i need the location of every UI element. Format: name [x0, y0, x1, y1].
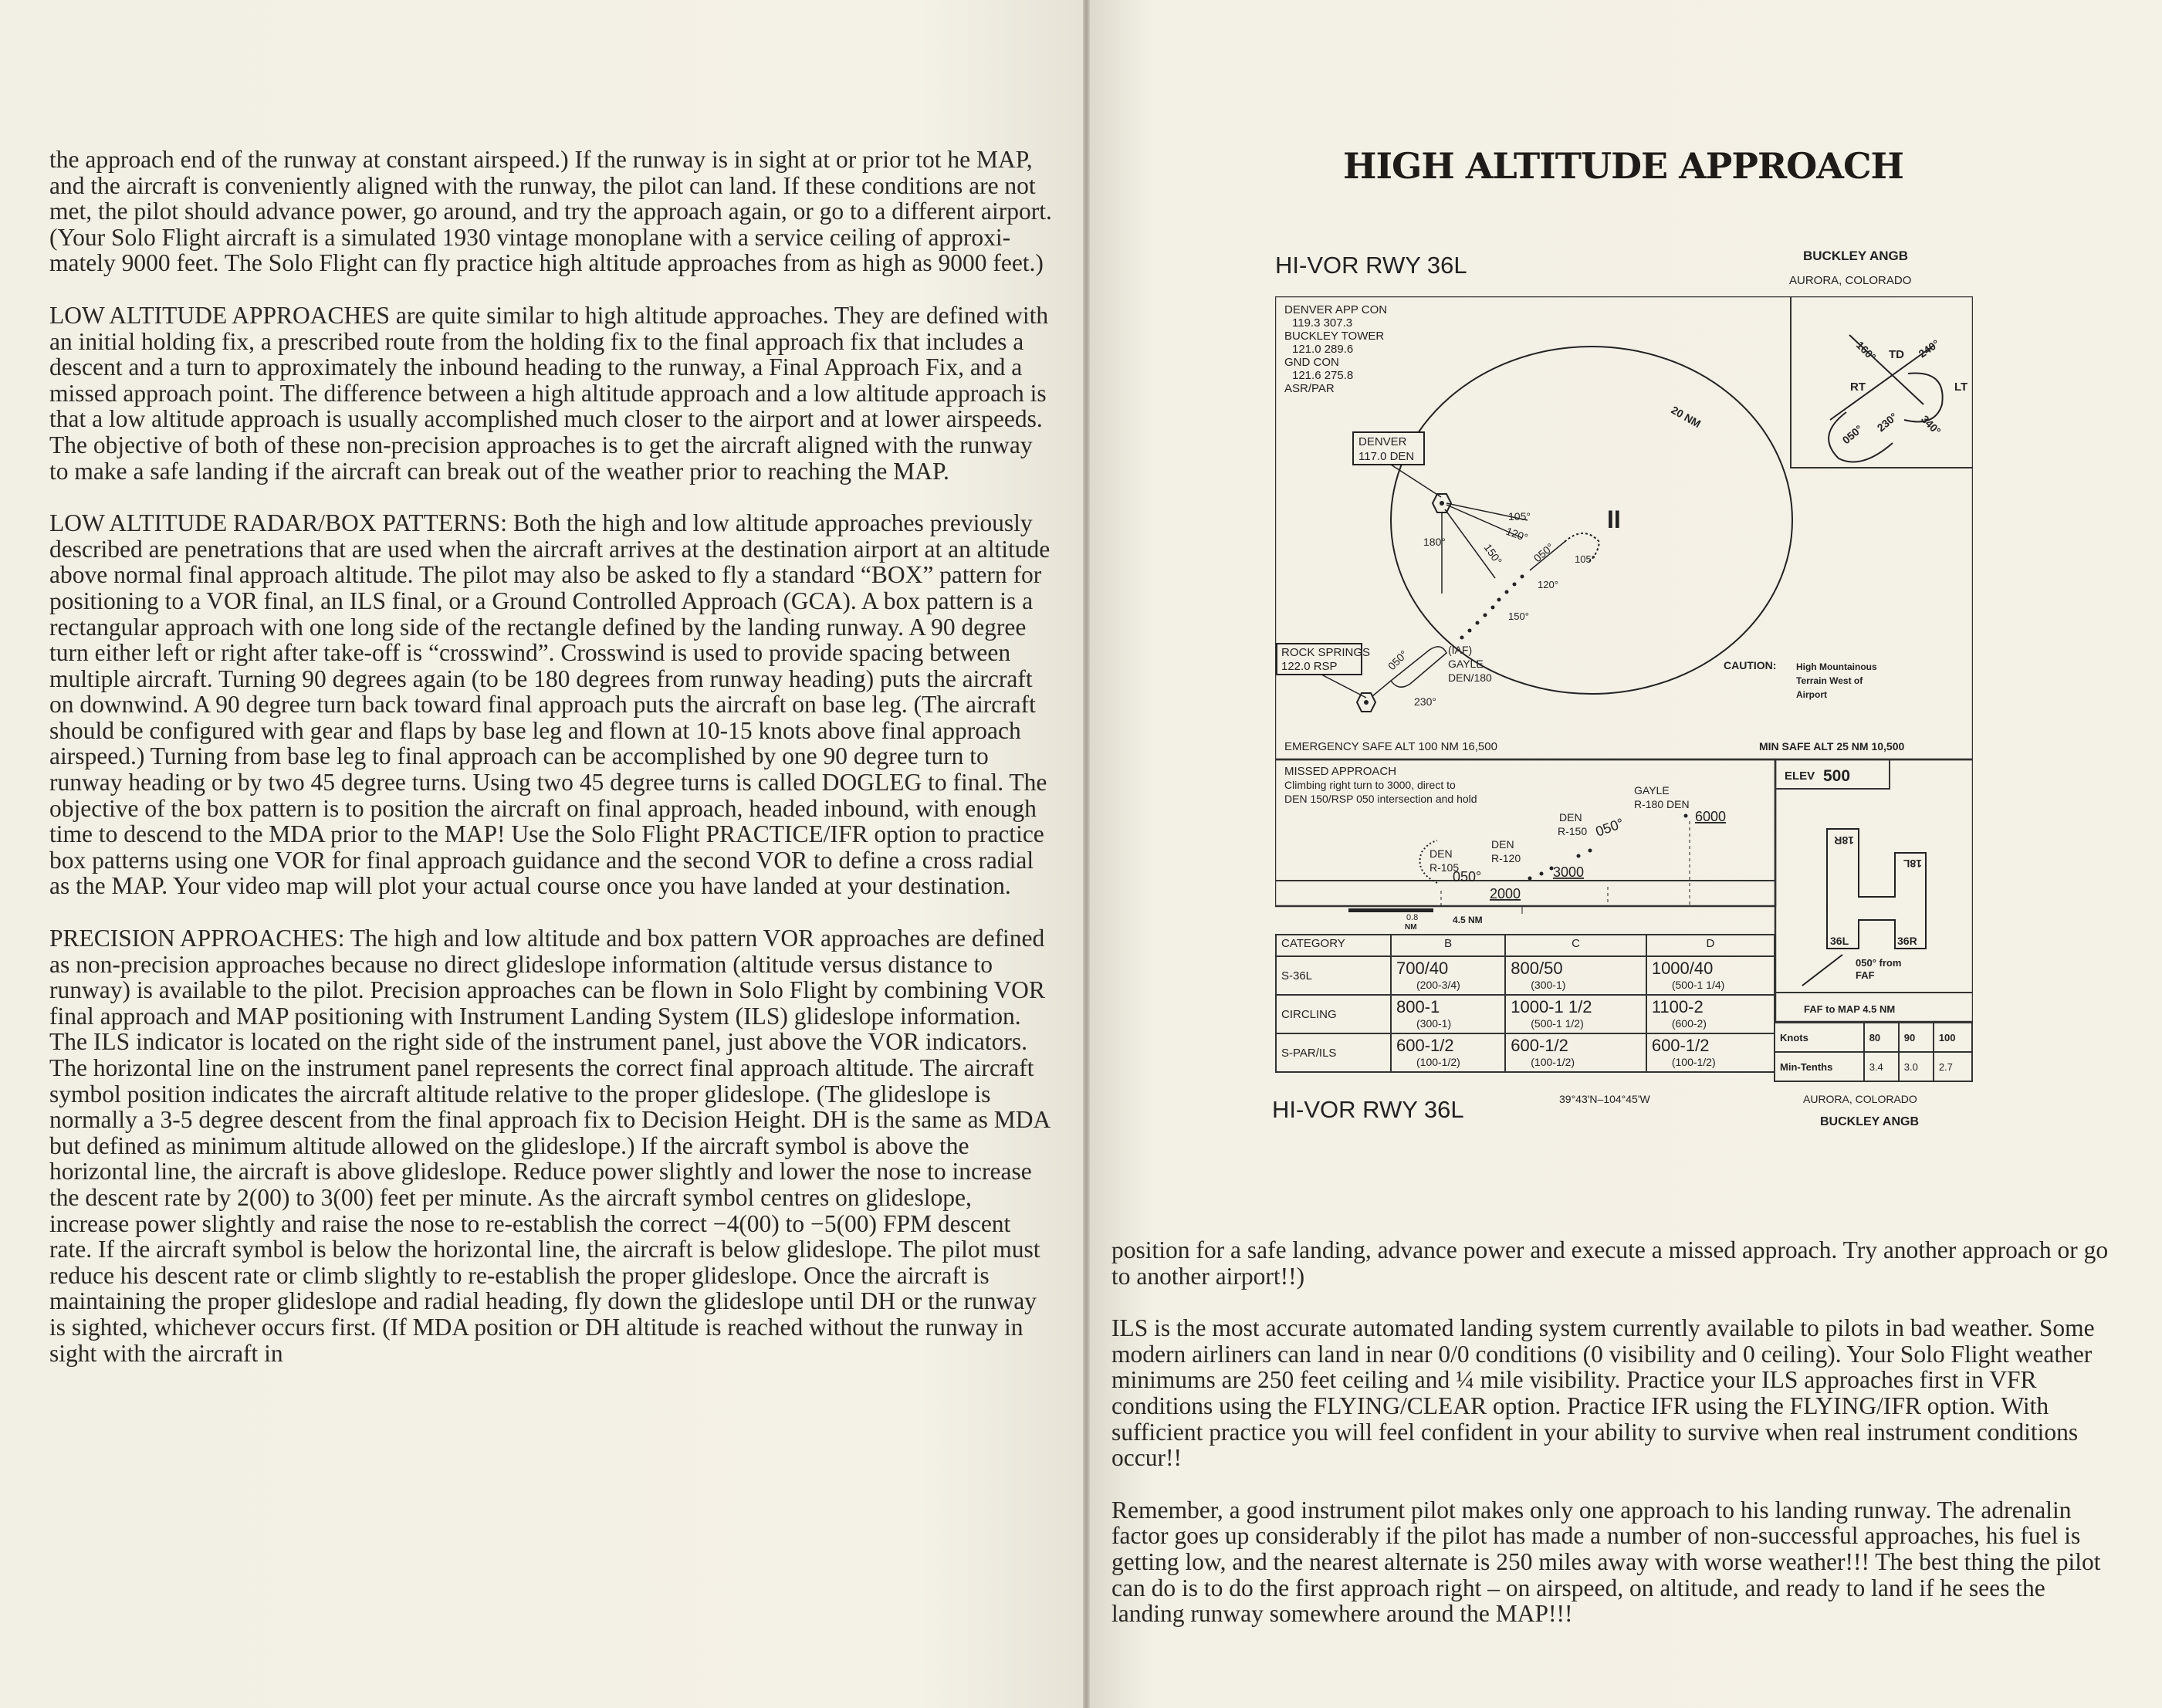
rock-springs-freq: 122.0 RSP — [1281, 660, 1338, 673]
category-cell: CIRCLING — [1276, 995, 1391, 1033]
table-row — [1276, 956, 1775, 995]
profile-course: 050° — [1593, 815, 1626, 840]
min-cell: 800-1 (300-1) — [1391, 995, 1505, 1033]
table-row — [1276, 1033, 1775, 1072]
profile-fix-name: DEN — [1429, 847, 1453, 860]
timing-title: FAF to MAP 4.5 NM — [1804, 1003, 1896, 1015]
profile-fix-name: DEN — [1491, 838, 1514, 851]
min-cell: 700/40 (200-3/4) — [1391, 956, 1505, 995]
iaf-outbound: 230° — [1414, 695, 1436, 708]
profile-fix-name: DEN — [1559, 811, 1582, 824]
chart-footer-title: HI-VOR RWY 36L — [1272, 1096, 1464, 1123]
comms-line: 119.3 307.3 — [1292, 316, 1353, 330]
radial-label: 180° — [1423, 536, 1446, 548]
holding-td: TD — [1889, 348, 1904, 361]
category-cell: S-36L — [1276, 956, 1391, 995]
profile-fix-radial: R-180 DEN — [1634, 798, 1690, 810]
profile-dist: 0.8 — [1406, 913, 1419, 922]
book-spine — [1083, 0, 1090, 1708]
profile-course: 050° — [1453, 869, 1482, 884]
min-cell: 800/50 (300-1) — [1505, 956, 1646, 995]
iaf-radial: DEN/180 — [1448, 671, 1492, 684]
time-value: 2.7 — [1934, 1052, 1972, 1081]
iaf-name: GAYLE — [1448, 658, 1484, 670]
caution-text: Airport — [1796, 689, 1827, 700]
holding-inbound: 160° — [1853, 338, 1879, 364]
category-cell: S-PAR/ILS — [1276, 1033, 1391, 1072]
profile-fix-radial: R-105 — [1429, 861, 1460, 874]
comms-line: ASR/PAR — [1284, 382, 1335, 395]
table-row — [1775, 1023, 1972, 1052]
radial-label: 150° — [1481, 541, 1505, 567]
holding-b: 230° — [1874, 410, 1900, 435]
holding-rt: RT — [1850, 380, 1866, 394]
timing-table — [1774, 1022, 1973, 1082]
runway-marker: II — [1607, 506, 1621, 533]
chart-location: AURORA, COLORADO — [1789, 274, 1912, 287]
holding-leg: 240° — [1916, 337, 1942, 360]
chart-title: HI-VOR RWY 36L — [1275, 252, 1467, 279]
chart-footer-airport: BUCKLEY ANGB — [1820, 1115, 1920, 1128]
track-label: 050° — [1531, 540, 1557, 565]
paragraph-ils: ILS is the most accurate automated landing system currently available to pilots in bad weather. Some modern airliners can land in near 0/0 conditions (0 visibility and 0 ceiling). Your Solo Flight weather minimums are 250 feet ceiling and ¼ mile visibility. Practice your ILS approaches first in VFR conditions using the FLYING/CLEAR option. Practice IFR using the FLYING/IFR option. With sufficient practice you will feel confident in your ability to survive when real instrument conditions occur!! — [1111, 1314, 2095, 1472]
comms-line: BUCKLEY TOWER — [1284, 330, 1385, 343]
comms-line: DENVER APP CON — [1284, 303, 1388, 316]
twenty-nm-ring — [1391, 347, 1792, 694]
holding-lt: LT — [1954, 380, 1968, 394]
holding-a: 050° — [1839, 422, 1866, 447]
table-header: CATEGORY — [1276, 935, 1391, 956]
min-safe-alt: MIN SAFE ALT 25 NM 10,500 — [1759, 740, 1905, 753]
runway-label: 36R — [1897, 935, 1917, 947]
table-header: B — [1391, 935, 1505, 956]
denver-vor-name: DENVER — [1358, 435, 1407, 448]
holding-turn-right — [1904, 374, 1943, 422]
comms-line: 121.6 275.8 — [1292, 369, 1354, 382]
time-value: 3.4 — [1864, 1052, 1899, 1081]
table-header: D — [1646, 935, 1775, 956]
knots-value: 90 — [1899, 1023, 1934, 1052]
comms-block — [1284, 303, 1387, 395]
comms-line: GND CON — [1284, 356, 1339, 369]
elevation-label: ELEV — [1785, 769, 1815, 783]
runway-label: 18L — [1903, 857, 1922, 870]
knots-value: 80 — [1864, 1023, 1899, 1052]
time-label: Min-Tenths — [1775, 1052, 1864, 1081]
paragraph-remember: Remember, a good instrument pilot makes only one approach to his landing runway. The adrenalin factor goes up considerably if the pilot has made a number of non-successful approaches, his fuel is getting low, and the nearest alternate is 250 miles away with worse weather!!! The best thing the pilot can do is to do the first approach right – on airspeed, on altitude, and ready to land if he sees the landing runway somewhere around the MAP!!! — [1111, 1496, 2101, 1628]
paragraph-missed-approach-end: position for a safe landing, advance power and execute a missed approach. Try another approach or go to another airport!!) — [1111, 1236, 2109, 1290]
min-cell: 1000-1 1/2 (500-1 1/2) — [1505, 995, 1646, 1033]
table-row — [1276, 995, 1775, 1033]
profile-fix-radial: R-120 — [1491, 852, 1521, 864]
profile-fix-alt: 2000 — [1490, 886, 1521, 901]
denver-vor-freq: 117.0 DEN — [1358, 450, 1415, 463]
min-cell: 600-1/2 (100-1/2) — [1505, 1033, 1646, 1072]
profile-fix-radial: R-150 — [1558, 825, 1588, 837]
rock-springs-name: ROCK SPRINGS — [1281, 646, 1371, 659]
track-label: 120° — [1538, 579, 1558, 590]
time-value: 3.0 — [1899, 1052, 1934, 1081]
profile-fix-alt: 6000 — [1695, 809, 1727, 824]
emergency-safe-alt: EMERGENCY SAFE ALT 100 NM 16,500 — [1284, 740, 1497, 753]
track-label: 150° — [1508, 610, 1529, 622]
min-cell: 600-1/2 (100-1/2) — [1391, 1033, 1505, 1072]
final-note: FAF — [1856, 969, 1875, 981]
right-page-text — [1111, 1237, 2115, 1653]
caution-label: CAUTION: — [1724, 659, 1777, 671]
ring-label: 20 NM — [1669, 403, 1704, 431]
table-row — [1775, 1052, 1972, 1081]
track-label: 105° — [1575, 553, 1595, 565]
chart-airport: BUCKLEY ANGB — [1803, 249, 1909, 263]
comms-line: 121.0 289.6 — [1292, 343, 1354, 356]
paragraph-precision-approaches: PRECISION APPROACHES: The high and low altitude and box pattern VOR approaches are defined as non-precision approaches because no direct glideslope information (altitude versus distance to runway) is available to the pilot. Precision approaches can be flown in Solo Flight by combining VOR final approach and MAP positioning with Instrument Landing System (ILS) glideslope information. The ILS indicator is located on the right side of the instrument panel, just above the VOR indicators. The horizontal line on the instrument panel represents the correct final approach altitude. The aircraft symbol position indicates the aircraft altitude relative to the proper glideslope. (The glideslope is normally a 3-5 degree descent from the final approach fix to Decision Height. DH is the same as MDA but defined as minimum altitude allowed on the glideslope.) If the aircraft symbol is above the horizontal line, the aircraft is above glideslope. Reduce power slightly and lower the nose to increase the descent rate by 2(00) to 3(00) feet per minute. As the aircraft symbol centres on glideslope, increase power slightly and raise the nose to re-establish the correct −4(00) to −5(00) FPM descent rate. If the aircraft symbol is below the horizontal line, the aircraft is below glideslope. The pilot must reduce his descent rate or climb slightly to re-establish the proper glideslope. Once the aircraft is maintaining the proper glideslope and radial heading, fly down the glideslope until DH or the runway is sighted, whichever occurs first. (If MDA position or DH altitude is reached without the runway in sight with the aircraft in — [49, 925, 1050, 1367]
caution-text: Terrain West of — [1796, 675, 1863, 686]
min-cell: 1000/40 (500-1 1/4) — [1646, 956, 1775, 995]
left-page-text — [49, 147, 1053, 1392]
profile-fix-name: GAYLE — [1634, 784, 1670, 797]
missed-approach-title: MISSED APPROACH — [1284, 765, 1397, 778]
paragraph-low-altitude-approaches: LOW ALTITUDE APPROACHES are quite similar to high altitude approaches. They are defined with an initial holding fix, a prescribed route from the holding fix to the final approach fix that includes a descent and a turn to approximately the inbound heading to the runway, a Final Approach Fix, and a missed approach point. The difference between a high altitude approach and a low altitude approach is that a low altitude approach is usually accomplished much closer to the airport and at lower airspeeds. The objective of both of these non-precision approaches is to get the aircraft aligned with the runway to make a safe landing if the aircraft can break out of the weather prior to reaching the MAP. — [49, 301, 1049, 485]
min-cell: 1100-2 (600-2) — [1646, 995, 1775, 1033]
holding-c: 340° — [1918, 412, 1944, 438]
holding-course-line — [1830, 345, 1934, 420]
final-note: 050° from — [1856, 957, 1902, 969]
airport-panel-frame — [1775, 759, 1973, 1022]
paragraph-high-altitude-end: the approach end of the runway at constant airspeed.) If the runway is in sight at or prior tot he MAP, and the aircraft is conveniently aligned with the runway, the pilot can land. If these conditions are not met, the pilot should advance power, go around, and try the approach again, or go to a different airport. (Your Solo Flight aircraft is a simulated 1930 vintage monoplane with a service ceiling of approxi-mately 9000 feet. The Solo Flight can fly practice high altitude approaches from as high as 9000 feet.) — [49, 146, 1052, 277]
approach-track — [1460, 575, 1524, 640]
iaf-inbound: 050° — [1385, 648, 1410, 673]
page-heading: HIGH ALTITUDE APPROACH — [1343, 145, 1904, 187]
paragraph-box-patterns: LOW ALTITUDE RADAR/BOX PATTERNS: Both the high and low altitude approaches previously described are penetrations that are used when the aircraft arrives at the destination airport at an altitude above normal final approach altitude. The pilot may also be asked to fly a standard “BOX” pattern for positioning to a VOR final, an ILS final, or a Ground Controlled Approach (GCA). A box pattern is a rectangular approach with one long side of the rectangle defined by the landing runway. A 90 degree turn either left or right after take-off is “crosswind”. Crosswind is used to provide spacing between multiple aircraft. Turning 90 degrees again (to be 180 degrees from runway heading) puts the aircraft on downwind. A 90 degree turn back toward final approach puts the aircraft on base leg. (The aircraft should be configured with gear and flaps by base leg and flown at 10-15 knots above final approach airspeed.) Turning from base leg to final approach can be accomplished by one 90 degree turn to runway heading or by two 45 degree turns. Using two 45 degree turns is called DOGLEG to final. The objective of the box pattern is to position the aircraft on final approach, headed inbound, with enough time to descend to the MDA prior to the MAP! Use the Solo Flight PRACTICE/IFR option to practice box patterns using one VOR for final approach guidance and the second VOR to define a cross radial as the MAP. Your video map will plot your actual course once you have landed at your destination. — [49, 509, 1051, 900]
runway-label: 18R — [1834, 834, 1854, 847]
elevation-value: 500 — [1823, 767, 1851, 785]
knots-value: 100 — [1934, 1023, 1972, 1052]
chart-footer-location: AURORA, COLORADO — [1803, 1093, 1917, 1105]
chart-coordinates: 39°43'N–104°45'W — [1559, 1093, 1650, 1105]
caution-text: High Mountainous — [1796, 661, 1877, 672]
profile-dist-unit: NM — [1405, 923, 1417, 932]
min-cell: 600-1/2 (100-1/2) — [1646, 1033, 1775, 1072]
knots-label: Knots — [1775, 1023, 1864, 1052]
iaf-label: (IAF) — [1448, 644, 1473, 656]
profile-scale-bar — [1348, 908, 1433, 912]
radial-label: 105° — [1508, 510, 1531, 523]
runway-label: 36L — [1830, 935, 1849, 947]
missed-approach-text: Climbing right turn to 3000, direct to — [1284, 779, 1456, 791]
profile-dist: 4.5 NM — [1453, 915, 1483, 925]
missed-approach-text: DEN 150/RSP 050 intersection and hold — [1284, 793, 1477, 805]
profile-fix-alt: 3000 — [1553, 864, 1585, 880]
radial-label: 120° — [1504, 524, 1530, 544]
final-course-arrow — [1802, 955, 1842, 986]
minimums-table — [1275, 934, 1775, 1073]
table-header: C — [1505, 935, 1646, 956]
approach-plate — [1275, 296, 1973, 1102]
